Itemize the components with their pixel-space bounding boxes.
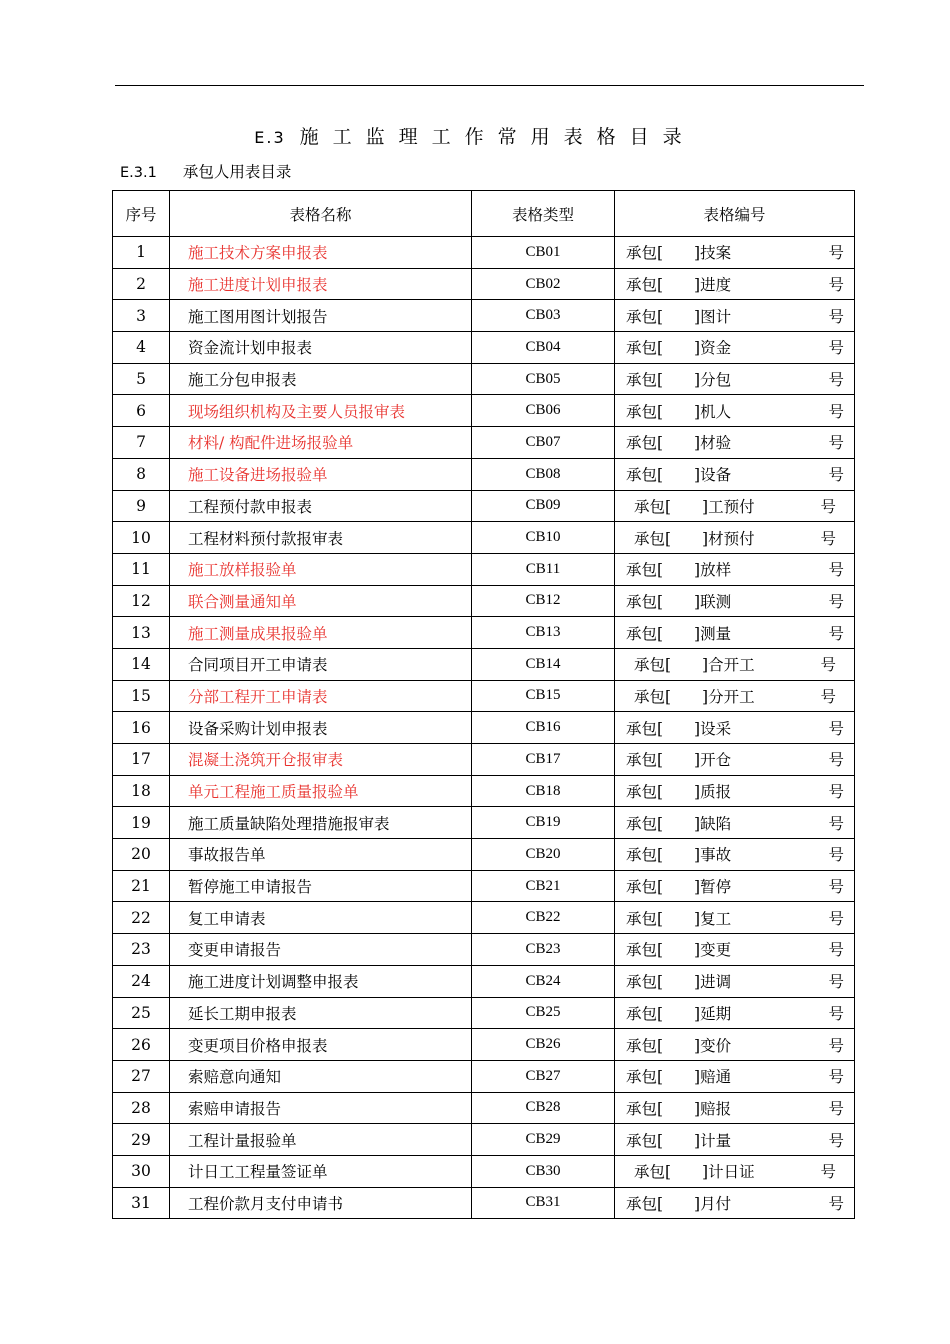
header-name: 表格名称 bbox=[170, 191, 472, 237]
form-code-prefix: 承包[ ]材预付 bbox=[634, 529, 755, 548]
table-row bbox=[113, 1187, 855, 1219]
row-form-code bbox=[615, 870, 855, 902]
form-code-prefix: 承包[ ]机人 bbox=[626, 402, 732, 421]
header-type: 表格类型 bbox=[472, 191, 615, 237]
row-seq: 11 bbox=[113, 553, 170, 585]
form-code-prefix: 承包[ ]分开工 bbox=[634, 687, 755, 706]
table-row bbox=[113, 775, 855, 807]
row-form-name: 单元工程施工质量报验单 bbox=[170, 775, 472, 807]
form-code-suffix: 号 bbox=[828, 402, 844, 421]
row-form-type: CB16 bbox=[472, 712, 615, 744]
row-form-type: CB08 bbox=[472, 458, 615, 490]
row-form-name: 混凝土浇筑开仓报审表 bbox=[170, 744, 472, 776]
row-seq: 18 bbox=[113, 775, 170, 807]
row-form-type: CB29 bbox=[472, 1124, 615, 1156]
table-row bbox=[113, 839, 855, 871]
row-seq: 4 bbox=[113, 332, 170, 364]
form-code-suffix: 号 bbox=[820, 1163, 836, 1182]
row-form-code bbox=[615, 1060, 855, 1092]
row-form-name: 变更项目价格申报表 bbox=[170, 1029, 472, 1061]
row-seq: 14 bbox=[113, 648, 170, 680]
row-form-code bbox=[615, 458, 855, 490]
row-seq: 21 bbox=[113, 870, 170, 902]
row-form-code bbox=[615, 712, 855, 744]
row-form-name: 事故报告单 bbox=[170, 839, 472, 871]
table-row bbox=[113, 807, 855, 839]
row-form-code bbox=[615, 997, 855, 1029]
row-form-type: CB05 bbox=[472, 363, 615, 395]
row-seq: 3 bbox=[113, 300, 170, 332]
form-code-prefix: 承包[ ]图计 bbox=[626, 307, 732, 326]
form-code-suffix: 号 bbox=[828, 1036, 844, 1055]
table-row bbox=[113, 237, 855, 269]
row-form-code bbox=[615, 490, 855, 522]
form-code-suffix: 号 bbox=[820, 529, 836, 548]
form-code-suffix: 号 bbox=[828, 909, 844, 928]
table-row bbox=[113, 744, 855, 776]
form-code-suffix: 号 bbox=[828, 371, 844, 390]
table-row bbox=[113, 934, 855, 966]
table-row bbox=[113, 870, 855, 902]
form-code-suffix: 号 bbox=[820, 687, 836, 706]
row-form-code bbox=[615, 332, 855, 364]
row-form-code bbox=[615, 1029, 855, 1061]
row-form-code bbox=[615, 585, 855, 617]
form-code-prefix: 承包[ ]设备 bbox=[626, 466, 732, 485]
row-form-type: CB12 bbox=[472, 585, 615, 617]
table-row bbox=[113, 1060, 855, 1092]
table-header-row bbox=[113, 191, 855, 237]
form-code-prefix: 承包[ ]设采 bbox=[626, 719, 732, 738]
row-form-code bbox=[615, 1092, 855, 1124]
form-code-prefix: 承包[ ]复工 bbox=[626, 909, 732, 928]
row-seq: 15 bbox=[113, 680, 170, 712]
form-code-suffix: 号 bbox=[828, 1068, 844, 1087]
row-form-code bbox=[615, 965, 855, 997]
form-code-prefix: 承包[ ]赔通 bbox=[626, 1068, 732, 1087]
title-code: E.3 bbox=[254, 128, 286, 147]
table-row bbox=[113, 712, 855, 744]
row-seq: 2 bbox=[113, 268, 170, 300]
row-form-name: 索赔意向通知 bbox=[170, 1060, 472, 1092]
row-form-code bbox=[615, 902, 855, 934]
table-row bbox=[113, 648, 855, 680]
form-code-suffix: 号 bbox=[828, 466, 844, 485]
form-code-suffix: 号 bbox=[828, 339, 844, 358]
header-rule bbox=[115, 85, 864, 86]
table-row bbox=[113, 617, 855, 649]
table-row bbox=[113, 553, 855, 585]
row-form-code bbox=[615, 363, 855, 395]
row-form-code bbox=[615, 934, 855, 966]
row-seq: 17 bbox=[113, 744, 170, 776]
row-form-code bbox=[615, 617, 855, 649]
row-form-name: 工程计量报验单 bbox=[170, 1124, 472, 1156]
row-form-name: 分部工程开工申请表 bbox=[170, 680, 472, 712]
row-seq: 26 bbox=[113, 1029, 170, 1061]
row-form-name: 工程预付款申报表 bbox=[170, 490, 472, 522]
row-form-code bbox=[615, 300, 855, 332]
table-row bbox=[113, 1029, 855, 1061]
row-form-code bbox=[615, 427, 855, 459]
table-row bbox=[113, 997, 855, 1029]
title-text: 施工监理工作常用表格目录 bbox=[299, 126, 696, 148]
row-form-type: CB31 bbox=[472, 1187, 615, 1219]
form-code-prefix: 承包[ ]进调 bbox=[626, 973, 732, 992]
row-form-type: CB09 bbox=[472, 490, 615, 522]
table-row bbox=[113, 585, 855, 617]
row-form-code bbox=[615, 1124, 855, 1156]
form-code-suffix: 号 bbox=[828, 244, 844, 263]
row-form-name: 计日工工程量签证单 bbox=[170, 1155, 472, 1187]
row-form-name: 设备采购计划申报表 bbox=[170, 712, 472, 744]
form-code-suffix: 号 bbox=[828, 592, 844, 611]
form-code-prefix: 承包[ ]放样 bbox=[626, 561, 732, 580]
row-seq: 25 bbox=[113, 997, 170, 1029]
row-form-code bbox=[615, 680, 855, 712]
row-form-name: 暂停施工申请报告 bbox=[170, 870, 472, 902]
form-code-suffix: 号 bbox=[828, 561, 844, 580]
table-row bbox=[113, 300, 855, 332]
form-code-suffix: 号 bbox=[828, 624, 844, 643]
row-form-name: 施工测量成果报验单 bbox=[170, 617, 472, 649]
header-code: 表格编号 bbox=[615, 191, 855, 237]
row-form-type: CB06 bbox=[472, 395, 615, 427]
form-code-suffix: 号 bbox=[828, 719, 844, 738]
row-form-name: 变更申请报告 bbox=[170, 934, 472, 966]
row-form-type: CB10 bbox=[472, 522, 615, 554]
row-seq: 6 bbox=[113, 395, 170, 427]
row-form-name: 复工申请表 bbox=[170, 902, 472, 934]
subtitle-code: E.3.1 bbox=[120, 165, 157, 181]
row-form-type: CB20 bbox=[472, 839, 615, 871]
form-code-suffix: 号 bbox=[828, 751, 844, 770]
row-form-type: CB13 bbox=[472, 617, 615, 649]
form-code-suffix: 号 bbox=[828, 783, 844, 802]
form-code-suffix: 号 bbox=[828, 1131, 844, 1150]
row-seq: 30 bbox=[113, 1155, 170, 1187]
row-form-code bbox=[615, 775, 855, 807]
row-form-code bbox=[615, 1187, 855, 1219]
form-code-prefix: 承包[ ]事故 bbox=[626, 846, 732, 865]
form-code-prefix: 承包[ ]资金 bbox=[626, 339, 732, 358]
form-code-prefix: 承包[ ]延期 bbox=[626, 1004, 732, 1023]
row-form-name: 材料/ 构配件进场报验单 bbox=[170, 427, 472, 459]
row-form-type: CB15 bbox=[472, 680, 615, 712]
form-code-prefix: 承包[ ]月付 bbox=[626, 1194, 732, 1213]
row-form-type: CB03 bbox=[472, 300, 615, 332]
row-form-type: CB26 bbox=[472, 1029, 615, 1061]
form-code-prefix: 承包[ ]赔报 bbox=[626, 1099, 732, 1118]
section-subtitle bbox=[120, 160, 291, 182]
row-form-name: 施工图用图计划报告 bbox=[170, 300, 472, 332]
row-form-name: 合同项目开工申请表 bbox=[170, 648, 472, 680]
form-code-suffix: 号 bbox=[828, 846, 844, 865]
row-seq: 24 bbox=[113, 965, 170, 997]
form-code-suffix: 号 bbox=[828, 276, 844, 295]
row-form-type: CB04 bbox=[472, 332, 615, 364]
row-seq: 1 bbox=[113, 237, 170, 269]
row-form-code bbox=[615, 648, 855, 680]
table-row bbox=[113, 490, 855, 522]
row-form-code bbox=[615, 522, 855, 554]
row-seq: 19 bbox=[113, 807, 170, 839]
row-form-code bbox=[615, 268, 855, 300]
table-row bbox=[113, 680, 855, 712]
row-form-code bbox=[615, 839, 855, 871]
row-form-name: 施工进度计划调整申报表 bbox=[170, 965, 472, 997]
row-seq: 31 bbox=[113, 1187, 170, 1219]
form-code-prefix: 承包[ ]分包 bbox=[626, 371, 732, 390]
row-form-name: 施工设备进场报验单 bbox=[170, 458, 472, 490]
row-seq: 22 bbox=[113, 902, 170, 934]
form-code-suffix: 号 bbox=[828, 1194, 844, 1213]
table-row bbox=[113, 395, 855, 427]
forms-table bbox=[112, 190, 855, 1219]
form-code-suffix: 号 bbox=[828, 878, 844, 897]
table-row bbox=[113, 427, 855, 459]
row-seq: 5 bbox=[113, 363, 170, 395]
form-code-suffix: 号 bbox=[820, 656, 836, 675]
form-code-prefix: 承包[ ]变更 bbox=[626, 941, 732, 960]
table-row bbox=[113, 458, 855, 490]
form-code-prefix: 承包[ ]工预付 bbox=[634, 497, 755, 516]
row-form-name: 施工分包申报表 bbox=[170, 363, 472, 395]
form-code-suffix: 号 bbox=[820, 497, 836, 516]
table-row bbox=[113, 902, 855, 934]
header-seq: 序号 bbox=[113, 191, 170, 237]
row-form-type: CB28 bbox=[472, 1092, 615, 1124]
table-row bbox=[113, 363, 855, 395]
form-code-prefix: 承包[ ]缺陷 bbox=[626, 814, 732, 833]
row-seq: 7 bbox=[113, 427, 170, 459]
row-form-name: 现场组织机构及主要人员报审表 bbox=[170, 395, 472, 427]
table-row bbox=[113, 1124, 855, 1156]
row-form-type: CB14 bbox=[472, 648, 615, 680]
row-seq: 27 bbox=[113, 1060, 170, 1092]
row-seq: 9 bbox=[113, 490, 170, 522]
row-form-name: 施工进度计划申报表 bbox=[170, 268, 472, 300]
form-code-suffix: 号 bbox=[828, 973, 844, 992]
form-code-prefix: 承包[ ]技案 bbox=[626, 244, 732, 263]
row-form-type: CB07 bbox=[472, 427, 615, 459]
row-form-code bbox=[615, 1155, 855, 1187]
form-code-prefix: 承包[ ]测量 bbox=[626, 624, 732, 643]
row-seq: 20 bbox=[113, 839, 170, 871]
form-code-prefix: 承包[ ]合开工 bbox=[634, 656, 755, 675]
row-form-code bbox=[615, 744, 855, 776]
table-row bbox=[113, 332, 855, 364]
row-form-type: CB23 bbox=[472, 934, 615, 966]
row-form-name: 施工技术方案申报表 bbox=[170, 237, 472, 269]
row-form-name: 联合测量通知单 bbox=[170, 585, 472, 617]
row-seq: 10 bbox=[113, 522, 170, 554]
row-form-name: 工程材料预付款报审表 bbox=[170, 522, 472, 554]
form-code-prefix: 承包[ ]暂停 bbox=[626, 878, 732, 897]
form-code-prefix: 承包[ ]材验 bbox=[626, 434, 732, 453]
row-seq: 8 bbox=[113, 458, 170, 490]
row-form-type: CB27 bbox=[472, 1060, 615, 1092]
row-form-type: CB19 bbox=[472, 807, 615, 839]
row-form-name: 工程价款月支付申请书 bbox=[170, 1187, 472, 1219]
row-seq: 12 bbox=[113, 585, 170, 617]
subtitle-text: 承包人用表目录 bbox=[182, 163, 292, 181]
row-form-type: CB30 bbox=[472, 1155, 615, 1187]
form-code-prefix: 承包[ ]开仓 bbox=[626, 751, 732, 770]
row-form-name: 延长工期申报表 bbox=[170, 997, 472, 1029]
form-code-prefix: 承包[ ]进度 bbox=[626, 276, 732, 295]
row-form-code bbox=[615, 237, 855, 269]
form-code-suffix: 号 bbox=[828, 307, 844, 326]
page-title bbox=[0, 122, 950, 149]
row-form-name: 施工质量缺陷处理措施报审表 bbox=[170, 807, 472, 839]
form-code-prefix: 承包[ ]计量 bbox=[626, 1131, 732, 1150]
row-form-name: 索赔申请报告 bbox=[170, 1092, 472, 1124]
row-seq: 28 bbox=[113, 1092, 170, 1124]
form-code-suffix: 号 bbox=[828, 434, 844, 453]
row-seq: 16 bbox=[113, 712, 170, 744]
row-form-type: CB18 bbox=[472, 775, 615, 807]
row-form-type: CB22 bbox=[472, 902, 615, 934]
row-form-type: CB21 bbox=[472, 870, 615, 902]
row-form-name: 资金流计划申报表 bbox=[170, 332, 472, 364]
row-form-type: CB25 bbox=[472, 997, 615, 1029]
row-form-code bbox=[615, 807, 855, 839]
row-form-type: CB17 bbox=[472, 744, 615, 776]
table-row bbox=[113, 1092, 855, 1124]
row-seq: 29 bbox=[113, 1124, 170, 1156]
row-seq: 13 bbox=[113, 617, 170, 649]
row-form-type: CB01 bbox=[472, 237, 615, 269]
row-form-type: CB11 bbox=[472, 553, 615, 585]
form-code-suffix: 号 bbox=[828, 1099, 844, 1118]
form-code-prefix: 承包[ ]计日证 bbox=[634, 1163, 755, 1182]
table-row bbox=[113, 965, 855, 997]
form-code-prefix: 承包[ ]质报 bbox=[626, 783, 732, 802]
row-form-type: CB02 bbox=[472, 268, 615, 300]
form-code-suffix: 号 bbox=[828, 814, 844, 833]
form-code-suffix: 号 bbox=[828, 1004, 844, 1023]
row-form-code bbox=[615, 395, 855, 427]
row-form-type: CB24 bbox=[472, 965, 615, 997]
table-row bbox=[113, 522, 855, 554]
row-seq: 23 bbox=[113, 934, 170, 966]
form-code-prefix: 承包[ ]联测 bbox=[626, 592, 732, 611]
row-form-name: 施工放样报验单 bbox=[170, 553, 472, 585]
table-row bbox=[113, 1155, 855, 1187]
table-row bbox=[113, 268, 855, 300]
row-form-code bbox=[615, 553, 855, 585]
form-code-suffix: 号 bbox=[828, 941, 844, 960]
form-code-prefix: 承包[ ]变价 bbox=[626, 1036, 732, 1055]
